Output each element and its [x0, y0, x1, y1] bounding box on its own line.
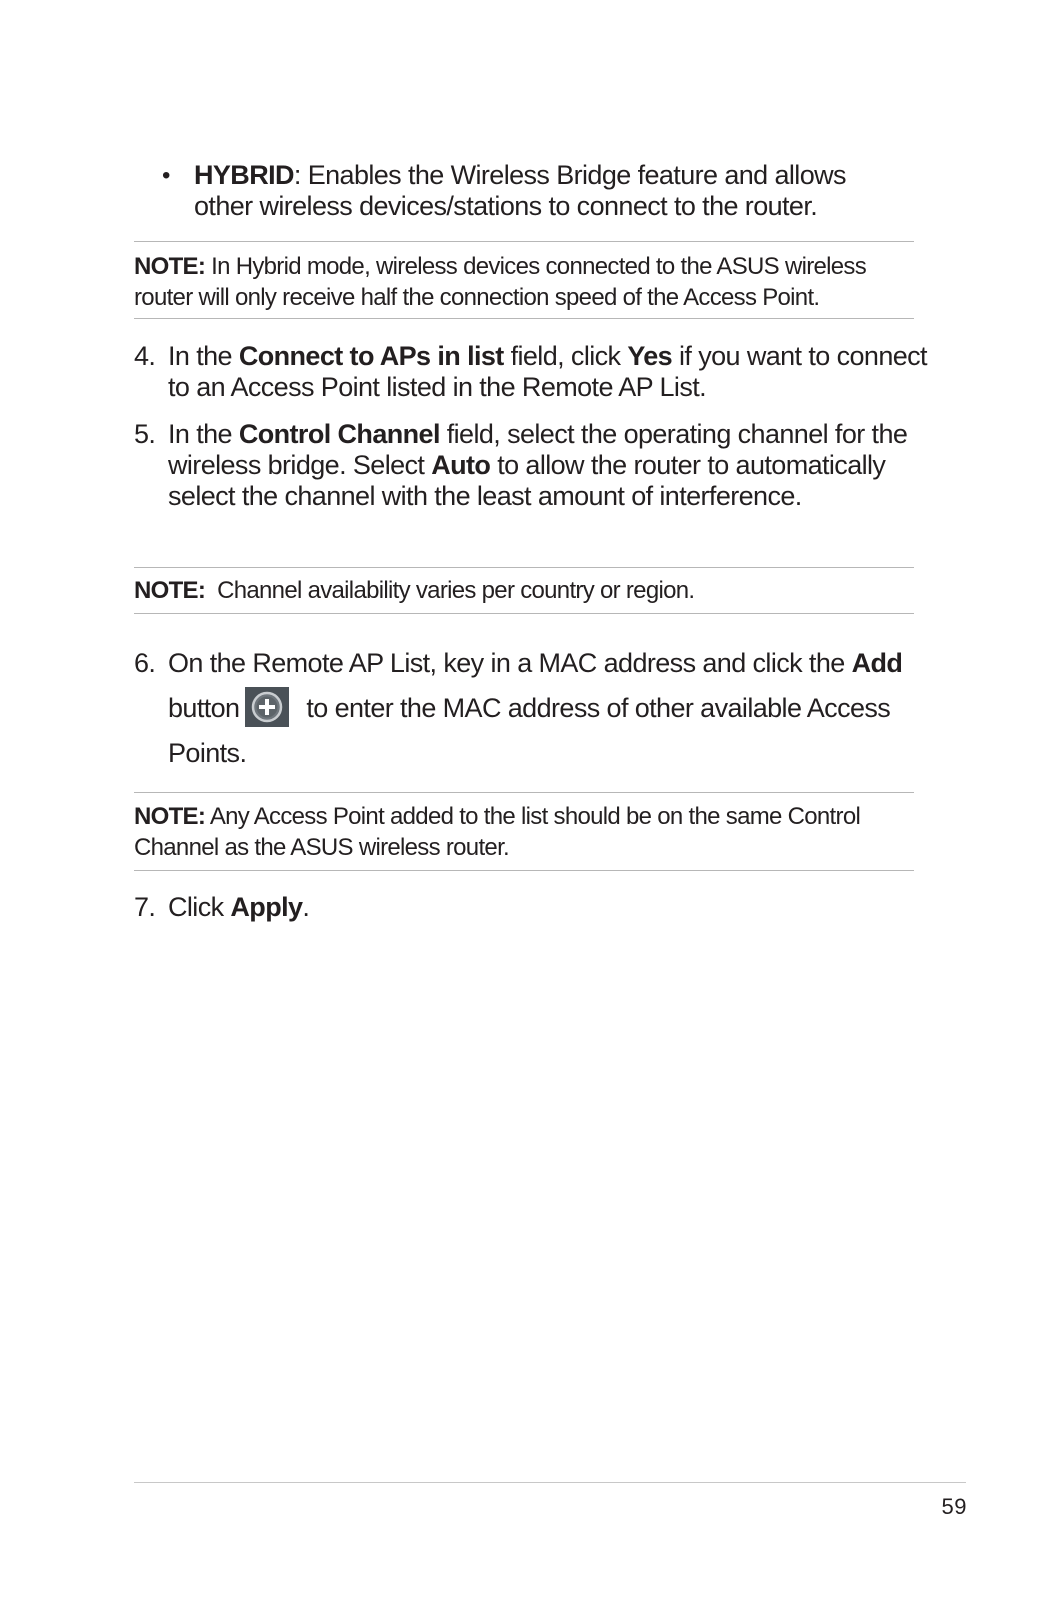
- step-text-part: .: [302, 892, 310, 922]
- step-text-part: In the: [168, 341, 239, 371]
- bullet-text: [194, 160, 894, 222]
- note-label: NOTE:: [134, 577, 206, 604]
- note-text: In Hybrid mode, wireless devices connected to the ASUS wireless router will only receive half the connection speed of the Access Point.: [134, 253, 867, 311]
- step-number: 4.: [134, 341, 156, 371]
- step-text-part: button: [168, 693, 240, 723]
- button-name-apply: Apply: [230, 892, 303, 922]
- bullet-description: : Enables the Wireless Bridge feature and allows other wireless devices/stations to connect to the router.: [194, 160, 846, 221]
- field-name-connect-to-aps: Connect to APs in list: [238, 341, 504, 371]
- plus-circle-icon: [245, 687, 289, 727]
- option-yes: Yes: [627, 341, 673, 371]
- note-channel-availability: [134, 567, 914, 614]
- step-number: 5.: [134, 419, 156, 449]
- bullet-dot: •: [162, 162, 170, 189]
- step-text-part: On the Remote AP List, key in a MAC address and click the: [168, 648, 852, 678]
- step-text-part: In the: [168, 419, 239, 449]
- note-control-channel-match: [134, 792, 914, 871]
- step-text: [168, 892, 928, 923]
- note-label: NOTE:: [134, 253, 206, 280]
- step-text-part: field, click: [503, 341, 628, 371]
- page-number: 59: [941, 1494, 967, 1519]
- step-text: [168, 341, 928, 403]
- footer-divider: [134, 1482, 966, 1483]
- note-text: Any Access Point added to the list should be on the same Control Channel as the ASUS wireless router.: [134, 803, 861, 861]
- note-label: NOTE:: [134, 803, 206, 830]
- note-hybrid-speed: [134, 241, 914, 319]
- option-auto: Auto: [431, 450, 491, 480]
- step-text-part: if you want to connect to an Access Point listed in the Remote AP List.: [168, 341, 927, 402]
- button-name-add: Add: [851, 648, 903, 678]
- step-number: 7.: [134, 892, 156, 922]
- field-name-control-channel: Control Channel: [238, 419, 440, 449]
- step-number: 6.: [134, 648, 156, 678]
- step-text-part: to allow the router to automatically select the channel with the least amount of interference.: [168, 450, 886, 511]
- note-text: Channel availability varies per country or region.: [205, 577, 695, 604]
- bullet-term: HYBRID: [194, 160, 294, 190]
- step-text: [168, 641, 928, 776]
- step-text-part: Click: [168, 892, 231, 922]
- step-text: [168, 419, 928, 512]
- step-text-part: field, select the operating channel for the wireless bridge. Select: [168, 419, 908, 480]
- step-text-part: to enter the MAC address of other available Access Points.: [168, 693, 891, 768]
